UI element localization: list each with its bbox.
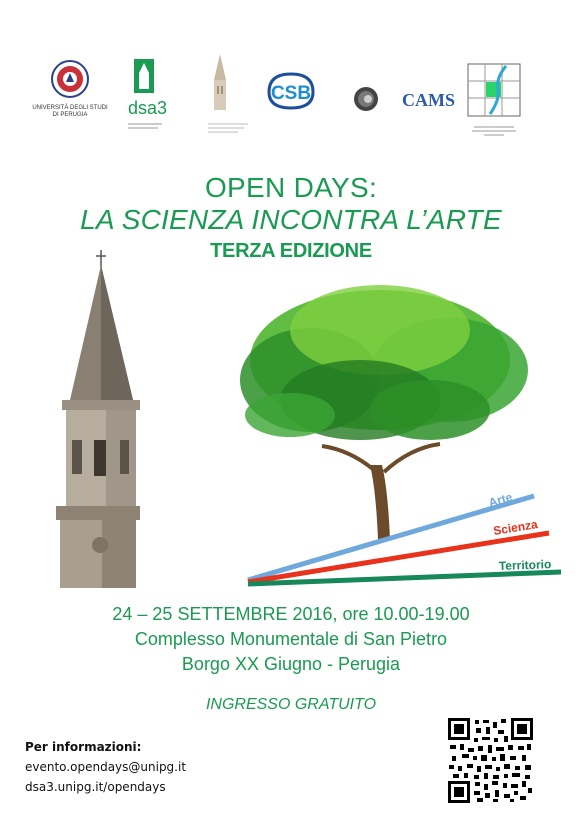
title-edition: TERZA EDIZIONE xyxy=(210,240,372,262)
unipg-caption-1: UNIVERSITÀ DEGLI STUDI xyxy=(32,105,108,111)
dsa3-logo xyxy=(128,55,173,129)
bell-tower-image xyxy=(56,250,140,588)
csb-logo xyxy=(265,72,317,117)
illustration xyxy=(0,250,582,595)
territorio-label: Territorio xyxy=(498,557,552,573)
contact-block xyxy=(25,737,186,797)
tower-icon xyxy=(202,52,242,114)
title-line-2: LA SCIENZA INCONTRA L’ARTE xyxy=(80,204,502,235)
dsa3-name: dsa3 xyxy=(128,98,168,118)
contact-website[interactable]: dsa3.unipg.it/opendays xyxy=(25,780,166,794)
event-date: 24 – 25 SETTEMBRE 2016, ore 10.00-19.00 xyxy=(112,604,470,624)
theme-lines xyxy=(248,490,561,584)
association-logo xyxy=(466,62,522,136)
map-grid-icon xyxy=(466,62,522,118)
csb-emblem-icon xyxy=(265,72,317,112)
event-venue: Complesso Monumentale di San Pietro xyxy=(134,629,448,649)
event-address: Borgo XX Giugno - Perugia xyxy=(181,654,401,674)
unipg-logo xyxy=(30,58,110,119)
logo-row xyxy=(0,50,582,150)
free-entry: INGRESSO GRATUITO xyxy=(205,696,377,713)
csb-name: CSB xyxy=(270,83,312,104)
university-seal-icon xyxy=(30,58,110,100)
tower-icon xyxy=(128,55,173,97)
fondazione-logo xyxy=(202,52,262,133)
title-line-1: OPEN DAYS: xyxy=(204,172,378,203)
cams-logo xyxy=(352,84,455,119)
qr-code[interactable] xyxy=(448,718,533,803)
arte-label: Arte xyxy=(486,489,514,510)
tree-image xyxy=(240,285,528,540)
nautilus-shell-icon xyxy=(352,84,455,114)
cams-name: CAMS xyxy=(402,90,455,110)
unipg-caption-2: DI PERUGIA xyxy=(52,112,88,118)
contact-heading: Per informazioni: xyxy=(25,740,142,754)
contact-email[interactable]: evento.opendays@unipg.it xyxy=(25,760,187,774)
scienza-label: Scienza xyxy=(492,517,539,538)
